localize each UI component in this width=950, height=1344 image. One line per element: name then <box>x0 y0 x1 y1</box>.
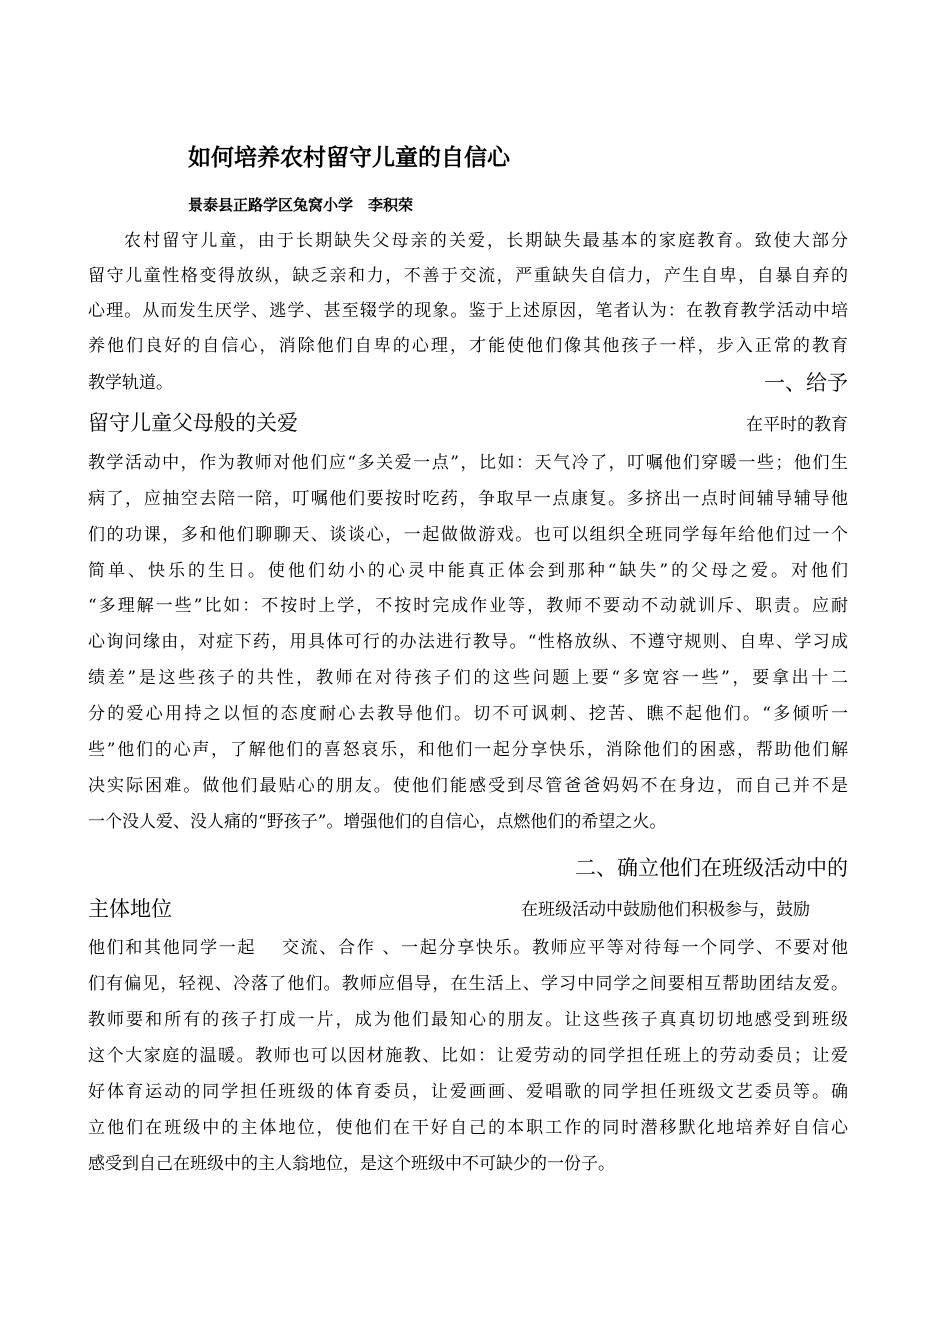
section2-line: 感受到自己在班级中的主人翁地位，是这个班级中不可缺少的一份子。 <box>88 1154 615 1174</box>
section1-line: 们的功课，多和他们聊聊天、谈谈心，一起做做游戏。也可以组织全班同学每年给他们过一个 <box>88 525 848 545</box>
intro-line: 心理。从而发生厌学、逃学、甚至辍学的现象。鉴于上述原因，笔者认为：在教育教学活动中培 <box>88 301 848 321</box>
document-title: 如何培养农村留守儿童的自信心 <box>188 145 510 171</box>
section1-heading-part1: 一、给予 <box>764 371 848 395</box>
section1-lead: 在平时的教育 <box>746 415 848 435</box>
section1-line: 病了，应抽空去陪一陪，叮嘱他们要按时吃药，争取早一点康复。多挤出一点时间辅导辅导他 <box>88 489 848 509</box>
section1-line: 绩差”是这些孩子的共性，教师在对待孩子们的这些问题上要“多宽容一些”，要拿出十二 <box>88 668 848 688</box>
section1-line: 心询问缘由，对症下药，用具体可行的办法进行教导。“性格放纵、不遵守规则、自卑、学习成 <box>88 632 848 652</box>
section2-heading-part1: 二、确立他们在班级活动中的 <box>575 856 848 880</box>
section1-heading-part2: 留守儿童父母般的关爱 <box>88 411 298 435</box>
intro-line: 教学轨道。 <box>88 373 173 393</box>
section1-line: 分的爱心用持之以恒的态度耐心去教导他们。切不可讽刺、挖苦、瞧不起他们。“多倾听一 <box>88 704 848 724</box>
intro-line: 留守儿童性格变得放纵，缺乏亲和力，不善于交流，严重缺失自信力，产生自卑，自暴自弃的 <box>88 266 848 286</box>
intro-line: 养他们良好的自信心，消除他们自卑的心理，才能使他们像其他孩子一样，步入正常的教育 <box>88 336 848 356</box>
section1-line: 些”他们的心声，了解他们的喜怒哀乐，和他们一起分享快乐，消除他们的困惑，帮助他们解 <box>88 740 848 760</box>
section2-line: 立他们在班级中的主体地位，使他们在干好自己的本职工作的同时潜移默化地培养好自信心 <box>88 1118 848 1138</box>
section2-line: 教师要和所有的孩子打成一片，成为他们最知心的朋友。让这些孩子真真切切地感受到班级 <box>88 1010 848 1030</box>
section2-line: 好体育运动的同学担任班级的体育委员，让爱画画、爱唱歌的同学担任班级文艺委员等。确 <box>88 1082 848 1102</box>
section2-line: 这个大家庭的温暖。教师也可以因材施教、比如：让爱劳动的同学担任班上的劳动委员；让爱 <box>88 1046 848 1066</box>
section2-line: 他们和其他同学一起 交流、合作 、一起分享快乐。教师应平等对待每一个同学、不要对他 <box>88 938 848 958</box>
section1-line: 一个没人爱、没人痛的“野孩子”。增强他们的自信心，点燃他们的希望之火。 <box>88 812 667 832</box>
section1-line: 简单、快乐的生日。使他们幼小的心灵中能真正体会到那种“缺失”的父母之爱。对他们 <box>88 561 848 581</box>
section1-line: “多理解一些”比如：不按时上学，不按时完成作业等，教师不要动不动就训斥、职责。应耐 <box>88 596 848 616</box>
section2-heading-part2: 主体地位 <box>88 897 172 921</box>
section2-line: 们有偏见，轻视、冷落了他们。教师应倡导，在生活上、学习中同学之间要相互帮助团结友爱。 <box>88 974 848 994</box>
section1-line: 教学活动中，作为教师对他们应“多关爱一点”，比如：天气冷了，叮嘱他们穿暖一些；他们生 <box>88 453 848 473</box>
intro-line: 农村留守儿童，由于长期缺失父母亲的关爱，长期缺失最基本的家庭教育。致使大部分 <box>124 231 848 251</box>
section1-line: 决实际困难。做他们最贴心的朋友。使他们能感受到尽管爸爸妈妈不在身边，而自己并不是 <box>88 776 848 796</box>
document-author: 景泰县正路学区兔窝小学 李积荣 <box>188 196 414 214</box>
section2-lead: 在班级活动中鼓励他们积极参与，鼓励 <box>521 900 810 920</box>
